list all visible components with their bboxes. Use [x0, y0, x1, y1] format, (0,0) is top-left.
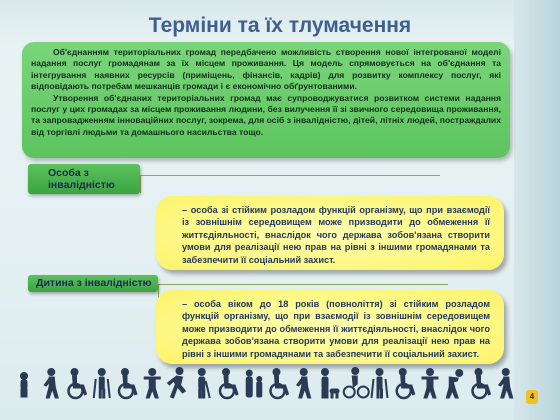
intro-paragraph-1: Об'єднанням територіальних громад передбачено можливість створення нової інтегрованої моделі надання послуг громадянам за їх місцем проживання. Ця модель спрямовується на об'єднання та інтегрування наявних ресурсів (приміщень, фінансів, кадрів) для розвитку комплексу послуг, які відповідають потребам мешканців громади і є економічно обґрунтованими.	[31, 47, 501, 92]
family-icon	[246, 370, 262, 397]
person-cane-icon	[198, 369, 210, 399]
page-number: 4	[526, 390, 538, 404]
term-tag-child-with-disability	[28, 275, 158, 292]
definition-box-child-with-disability	[156, 290, 504, 364]
wheelchair-icon	[271, 369, 289, 399]
side-band	[514, 0, 560, 420]
walking-person-icon	[499, 369, 513, 399]
wheelchair-icon	[397, 369, 415, 399]
term-1-connector	[140, 175, 440, 176]
wheelchair-icon	[119, 369, 137, 399]
cyclist-icon	[344, 368, 369, 398]
wheelchair-icon	[69, 369, 87, 399]
person-lifting-icon	[144, 369, 160, 399]
term-tag-person-with-disability	[28, 164, 140, 194]
term-2-label: Дитина з інвалідністю	[36, 277, 152, 289]
running-person-icon	[168, 368, 186, 399]
term-1-connector-vertical	[140, 175, 141, 193]
slide-title: Терміни та їх тлумачення	[148, 14, 412, 37]
term-2-definition: – особа віком до 18 років (повноліття) зі стійким розладом функцій організму, що при взаємодії із зовнішнім середовищем може призводити до обмеження її життєдіяльності, внаслідок чого держава зобов'язана створити умови для реалізації нею прав на рівні з іншими громадянами та забезпечити її соціальний захист.	[182, 299, 490, 359]
person-crutches-icon	[94, 369, 110, 399]
person-dog-icon	[322, 369, 340, 399]
wheelchair-icon	[220, 369, 238, 399]
person-lifting-icon	[422, 369, 438, 399]
wheelchair-icon	[473, 369, 491, 399]
term-1-label: Особа з інвалідністю	[48, 167, 115, 191]
accessibility-pictogram-strip	[14, 366, 519, 400]
child-icon	[21, 373, 28, 398]
definition-box-person-with-disability	[156, 196, 504, 270]
term-1-definition: – особа зі стійким розладом функцій організму, що при взаємодії із зовнішнім середовищем може призводити до обмеження її життєдіяльності, внаслідок чого держава зобов'язана створити умови для реалізації нею прав на рівні з іншими громадянами та забезпечити її соціальний захист.	[182, 205, 490, 265]
intro-box	[22, 42, 510, 158]
person-bending-icon	[446, 370, 463, 399]
intro-paragraph-2: Утворення об'єднаних територіальних громад має супроводжуватися розвитком системи надання послуг у цих громадах за місцем проживання людини, без вилучення її зі звичного середовища проживання, та запровадженням інноваційних послуг, зокрема, для осіб з інвалідністю, дітей, літніх людей, постраждалих від торгівлі людьми та домашнього насильства тощо.	[31, 92, 501, 137]
term-2-connector	[158, 284, 448, 285]
person-crutches-icon	[372, 369, 388, 399]
walking-person-icon	[297, 369, 311, 399]
walking-person-icon	[44, 369, 58, 399]
